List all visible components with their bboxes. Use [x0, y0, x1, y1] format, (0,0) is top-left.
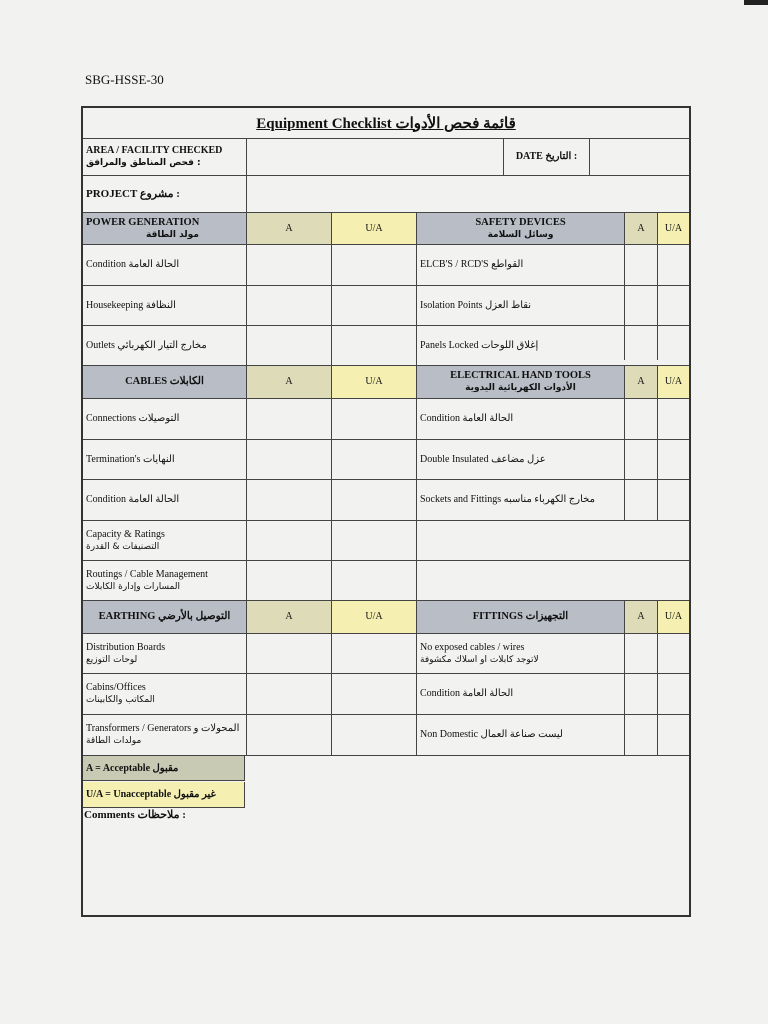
section-earthing: EARTHING التوصيل بالأرضي [98, 611, 231, 622]
col-ua-header: U/A [664, 376, 683, 387]
item-label: Condition الحالة العامة [420, 413, 514, 424]
col-ua-header: U/A [664, 611, 683, 622]
comments-label: Comments ملاحظات : [84, 809, 186, 821]
section-electrical-hand-tools: ELECTRICAL HAND TOOLS الأدوات الكهربائية اليدوية [450, 370, 591, 393]
section-safety-devices: SAFETY DEVICES وسائل السلامة [475, 216, 566, 240]
col-a-header: A [637, 376, 645, 387]
item-label: Housekeeping النظافة [86, 299, 176, 311]
item-label: Connections التوصيلات [86, 413, 180, 424]
project-field[interactable] [247, 176, 689, 212]
col-ua-header: U/A [365, 611, 383, 622]
comments-field[interactable] [84, 826, 688, 914]
area-facility-field[interactable] [247, 139, 503, 175]
col-a-header: A [637, 222, 645, 234]
col-a-header: A [285, 222, 293, 234]
item-label: Double Insulated عزل مضاعف [420, 453, 546, 465]
item-label: No exposed cables / wires لاتوجد كابلات او اسلاك مكشوفة [420, 641, 539, 665]
area-facility-label: AREA / FACILITY CHECKED فحص المناطق والمرافق : [86, 145, 223, 168]
item-label: Isolation Points نقاط العزل [420, 299, 532, 311]
legend-unacceptable: U/A = Unacceptable غير مقبول [86, 789, 216, 800]
col-ua-header: U/A [365, 222, 383, 234]
item-label: Distribution Boards لوحات التوزيع [86, 641, 166, 665]
item-label: Non Domestic ليست صناعة العمال [420, 729, 563, 740]
item-label: Condition الحالة العامة [420, 688, 514, 699]
item-label: Sockets and Fittings مخارج الكهرباء مناسبه [420, 494, 595, 505]
section-power-generation: POWER GENERATION مولد الطاقة [86, 216, 200, 240]
col-a-header: A [637, 611, 645, 622]
col-ua-header: U/A [664, 222, 683, 234]
legend-acceptable: A = Acceptable مقبول [86, 762, 179, 774]
document-id: SBG-HSSE-30 [85, 72, 164, 87]
item-label: Capacity & Ratings التصنيفات & القدرة [86, 528, 165, 552]
section-fittings: FITTINGS التجهيزات [472, 611, 569, 622]
item-label: Termination's النهايات [86, 453, 175, 465]
item-label: Transformers / Generators المحولات و مولدات الطاقة [86, 723, 240, 746]
item-label: Cabins/Offices المكاتب والكابينات [86, 682, 155, 705]
col-ua-header: U/A [365, 376, 383, 387]
date-label: DATE التاريخ : [515, 151, 578, 162]
item-label: Panels Locked إغلاق اللوحات [420, 339, 539, 351]
col-a-header: A [285, 376, 293, 387]
item-label: Routings / Cable Management المسارات وإدارة الكابلات [86, 568, 208, 592]
form-title: Equipment Checklist قائمة فحص الأدوات [256, 115, 516, 132]
section-cables: CABLES الكابلات [125, 376, 204, 387]
item-label: Outlets مخارج التيار الكهربائي [86, 339, 207, 351]
scan-edge-mark [744, 0, 768, 5]
item-label: Condition الحالة العامة [86, 259, 180, 270]
project-label: PROJECT مشروع : [86, 188, 180, 200]
item-label: Condition الحالة العامة [86, 494, 180, 505]
item-label: ELCB'S / RCD'S القواطع [420, 259, 524, 270]
date-field[interactable] [590, 139, 689, 175]
col-a-header: A [285, 611, 293, 622]
